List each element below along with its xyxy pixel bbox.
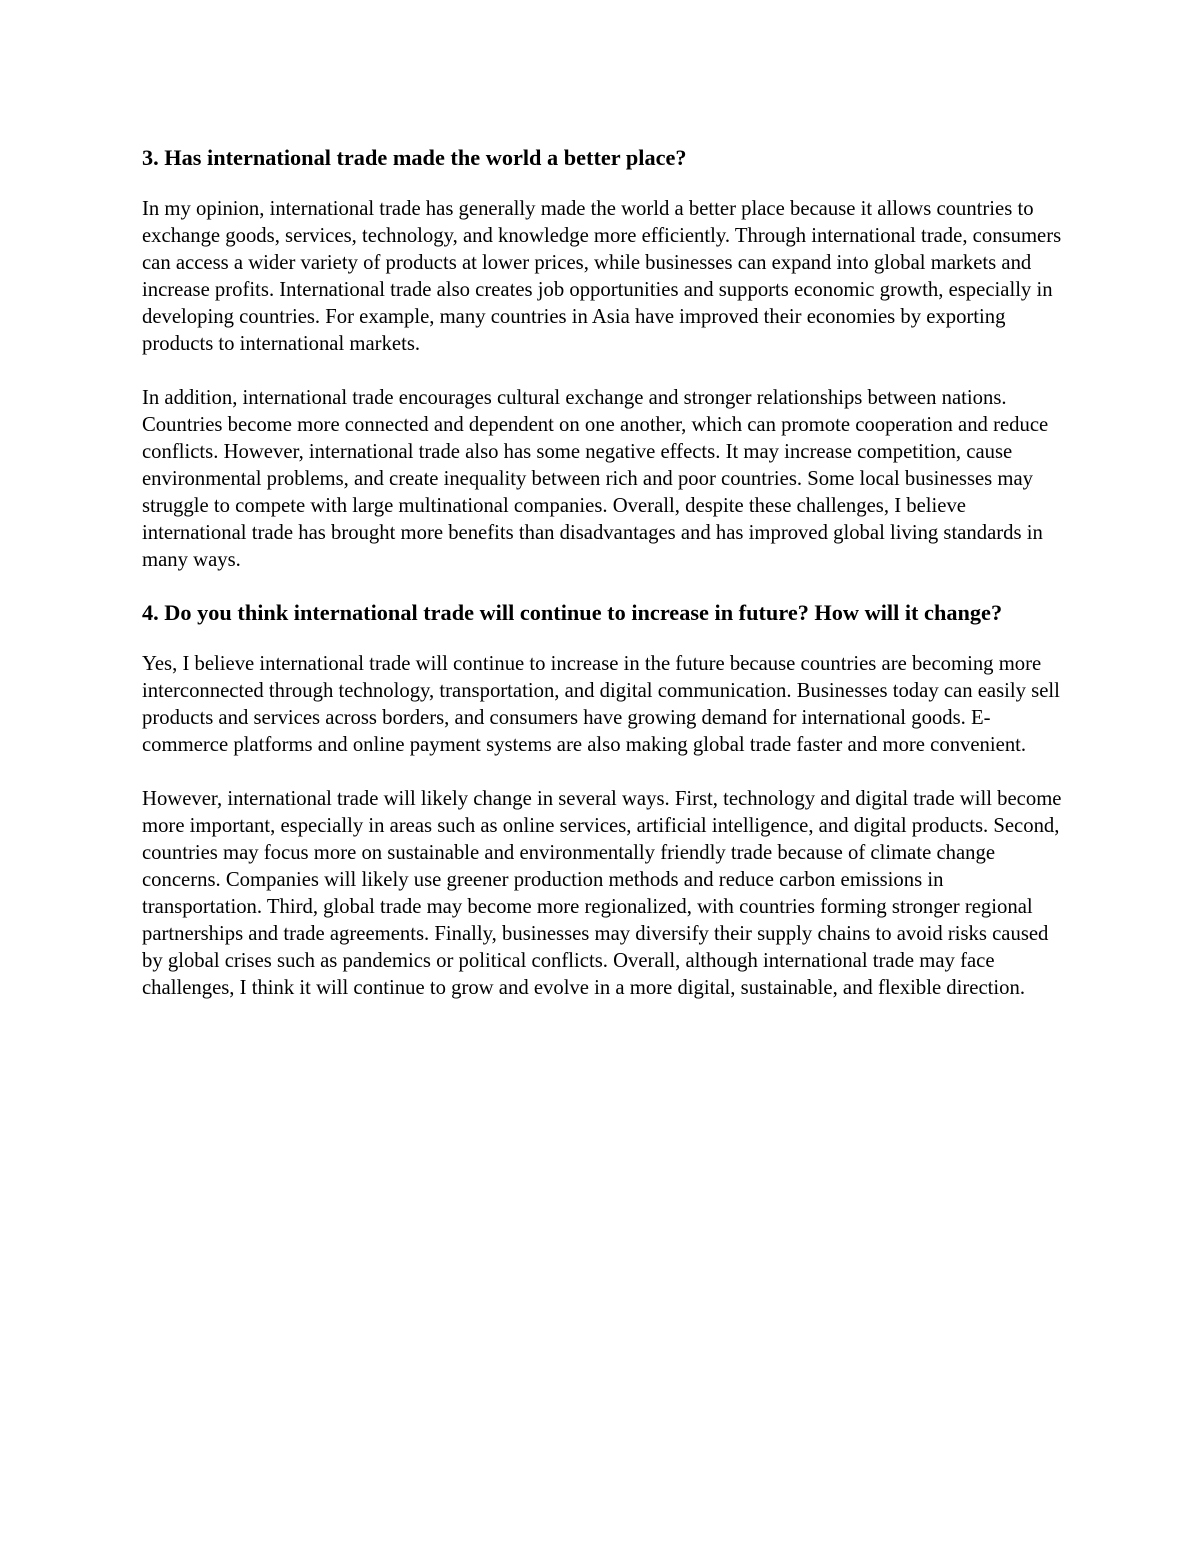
question-3-paragraph-1: In my opinion, international trade has generally made the world a better place because it allows countries to exchange goods, services, technology, and knowledge more efficiently. Through international trade, consumers can access a wider variety of products at lower prices, while businesses can expand into global markets and increase profits. International trade also creates job opportunities and supports economic growth, especially in developing countries. For example, many countries in Asia have improved their economies by exporting products to international markets. — [142, 198, 1062, 355]
question-4-heading: 4. Do you think international trade will continue to increase in future? How will it change? — [142, 600, 1003, 625]
question-4-paragraph-1: Yes, I believe international trade will continue to increase in the future because countries are becoming more interconnected through technology, transportation, and digital communication. Businesses today can easily sell products and services across borders, and consumers have growing demand for international goods. E-commerce platforms and online payment systems are also making global trade faster and more convenient. — [142, 653, 1060, 756]
question-4-paragraph-2: However, international trade will likely change in several ways. First, technology and digital trade will become more important, especially in areas such as online services, artificial intelligence, and digital products. Second, countries may focus more on sustainable and environmentally friendly trade because of climate change concerns. Companies will likely use greener production methods and reduce carbon emissions in transportation. Third, global trade may become more regionalized, with countries forming stronger regional partnerships and trade agreements. Finally, businesses may diversify their supply chains to avoid risks caused by global crises such as pandemics or political conflicts. Overall, although international trade may face challenges, I think it will continue to grow and evolve in a more digital, sustainable, and flexible direction. — [142, 788, 1062, 999]
question-3-paragraph-2: In addition, international trade encourages cultural exchange and stronger relationships between nations. Countries become more connected and dependent on one another, which can promote cooperation and reduce conflicts. However, international trade also has some negative effects. It may increase competition, cause environmental problems, and create inequality between rich and poor countries. Some local businesses may struggle to compete with large multinational companies. Overall, despite these challenges, I believe international trade has brought more benefits than disadvantages and has improved global living standards in many ways. — [142, 387, 1049, 571]
document-body — [142, 142, 1062, 1002]
question-3-heading: 3. Has international trade made the world a better place? — [142, 145, 687, 170]
